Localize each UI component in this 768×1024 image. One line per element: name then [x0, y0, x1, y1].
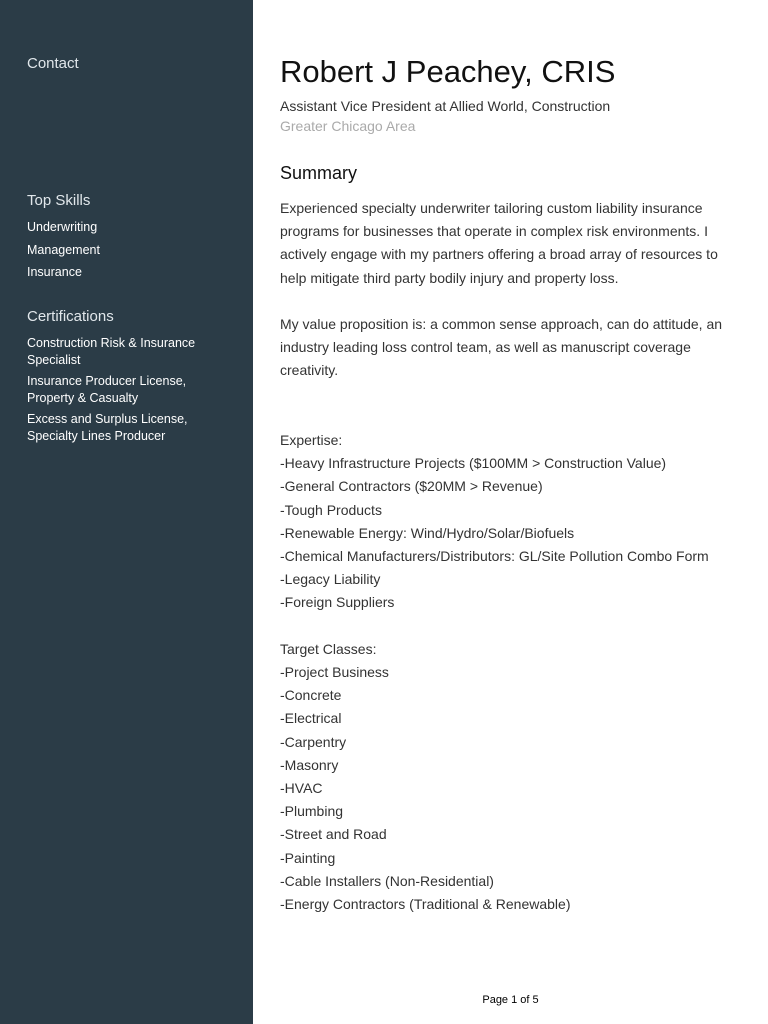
expertise-item: -Legacy Liability — [280, 571, 381, 588]
certifications-heading: Certifications — [27, 308, 114, 325]
target-class-item: -Electrical — [280, 710, 342, 727]
target-class-item: -Plumbing — [280, 803, 344, 820]
summary-paragraph: My value proposition is: a common sense approach, can do attitude, an industry leading loss control team, as well as manuscript coverage creativity. — [280, 316, 723, 379]
top-skills-list — [27, 219, 227, 287]
expertise-item: -Renewable Energy: Wind/Hydro/Solar/Biofuels — [280, 524, 575, 541]
profile-name: Robert J Peachey, CRIS — [280, 54, 616, 89]
expertise-item: -General Contractors ($20MM > Revenue) — [280, 478, 543, 495]
contact-heading: Contact — [27, 55, 79, 72]
skill-item: Underwriting — [27, 220, 98, 234]
top-skills-heading: Top Skills — [27, 192, 91, 209]
page-number: Page 1 of 5 — [482, 994, 539, 1006]
target-class-item: -Street and Road — [280, 826, 387, 843]
profile-location: Greater Chicago Area — [280, 118, 416, 134]
summary-body — [280, 197, 745, 916]
certification-item: Excess and Surplus License, Specialty Lines Producer — [27, 412, 188, 443]
profile-headline: Assistant Vice President at Allied World, Construction — [280, 98, 611, 114]
summary-heading: Summary — [280, 163, 358, 183]
skill-item: Insurance — [27, 265, 82, 279]
target-class-item: -Project Business — [280, 664, 389, 681]
target-class-item: -Carpentry — [280, 733, 347, 750]
expertise-item: -Foreign Suppliers — [280, 594, 395, 611]
certifications-list — [27, 335, 227, 449]
sidebar — [0, 0, 253, 1024]
target-class-item: -Concrete — [280, 687, 342, 704]
expertise-item: -Chemical Manufacturers/Distributors: GL/Site Pollution Combo Form — [280, 548, 709, 565]
summary-paragraph: Experienced specialty underwriter tailoring custom liability insurance programs for businesses that operate in complex risk environments. I actively engage with my partners offering a broad array of resources to help mitigate third party bodily injury and property loss. — [280, 200, 718, 286]
target-class-item: -HVAC — [280, 780, 323, 797]
target-class-item: -Masonry — [280, 756, 339, 773]
certification-item: Construction Risk & Insurance Specialist — [27, 336, 196, 367]
target-classes-heading: Target Classes: — [280, 640, 377, 657]
expertise-heading: Expertise: — [280, 432, 343, 448]
target-class-item: -Energy Contractors (Traditional & Renewable) — [280, 896, 571, 913]
target-class-item: -Cable Installers (Non-Residential) — [280, 872, 494, 889]
certification-item: Insurance Producer License, Property & Casualty — [27, 374, 187, 405]
expertise-item: -Tough Products — [280, 501, 382, 518]
skill-item: Management — [27, 242, 100, 257]
target-class-item: -Painting — [280, 849, 336, 866]
expertise-item: -Heavy Infrastructure Projects ($100MM > Construction Value) — [280, 455, 667, 472]
